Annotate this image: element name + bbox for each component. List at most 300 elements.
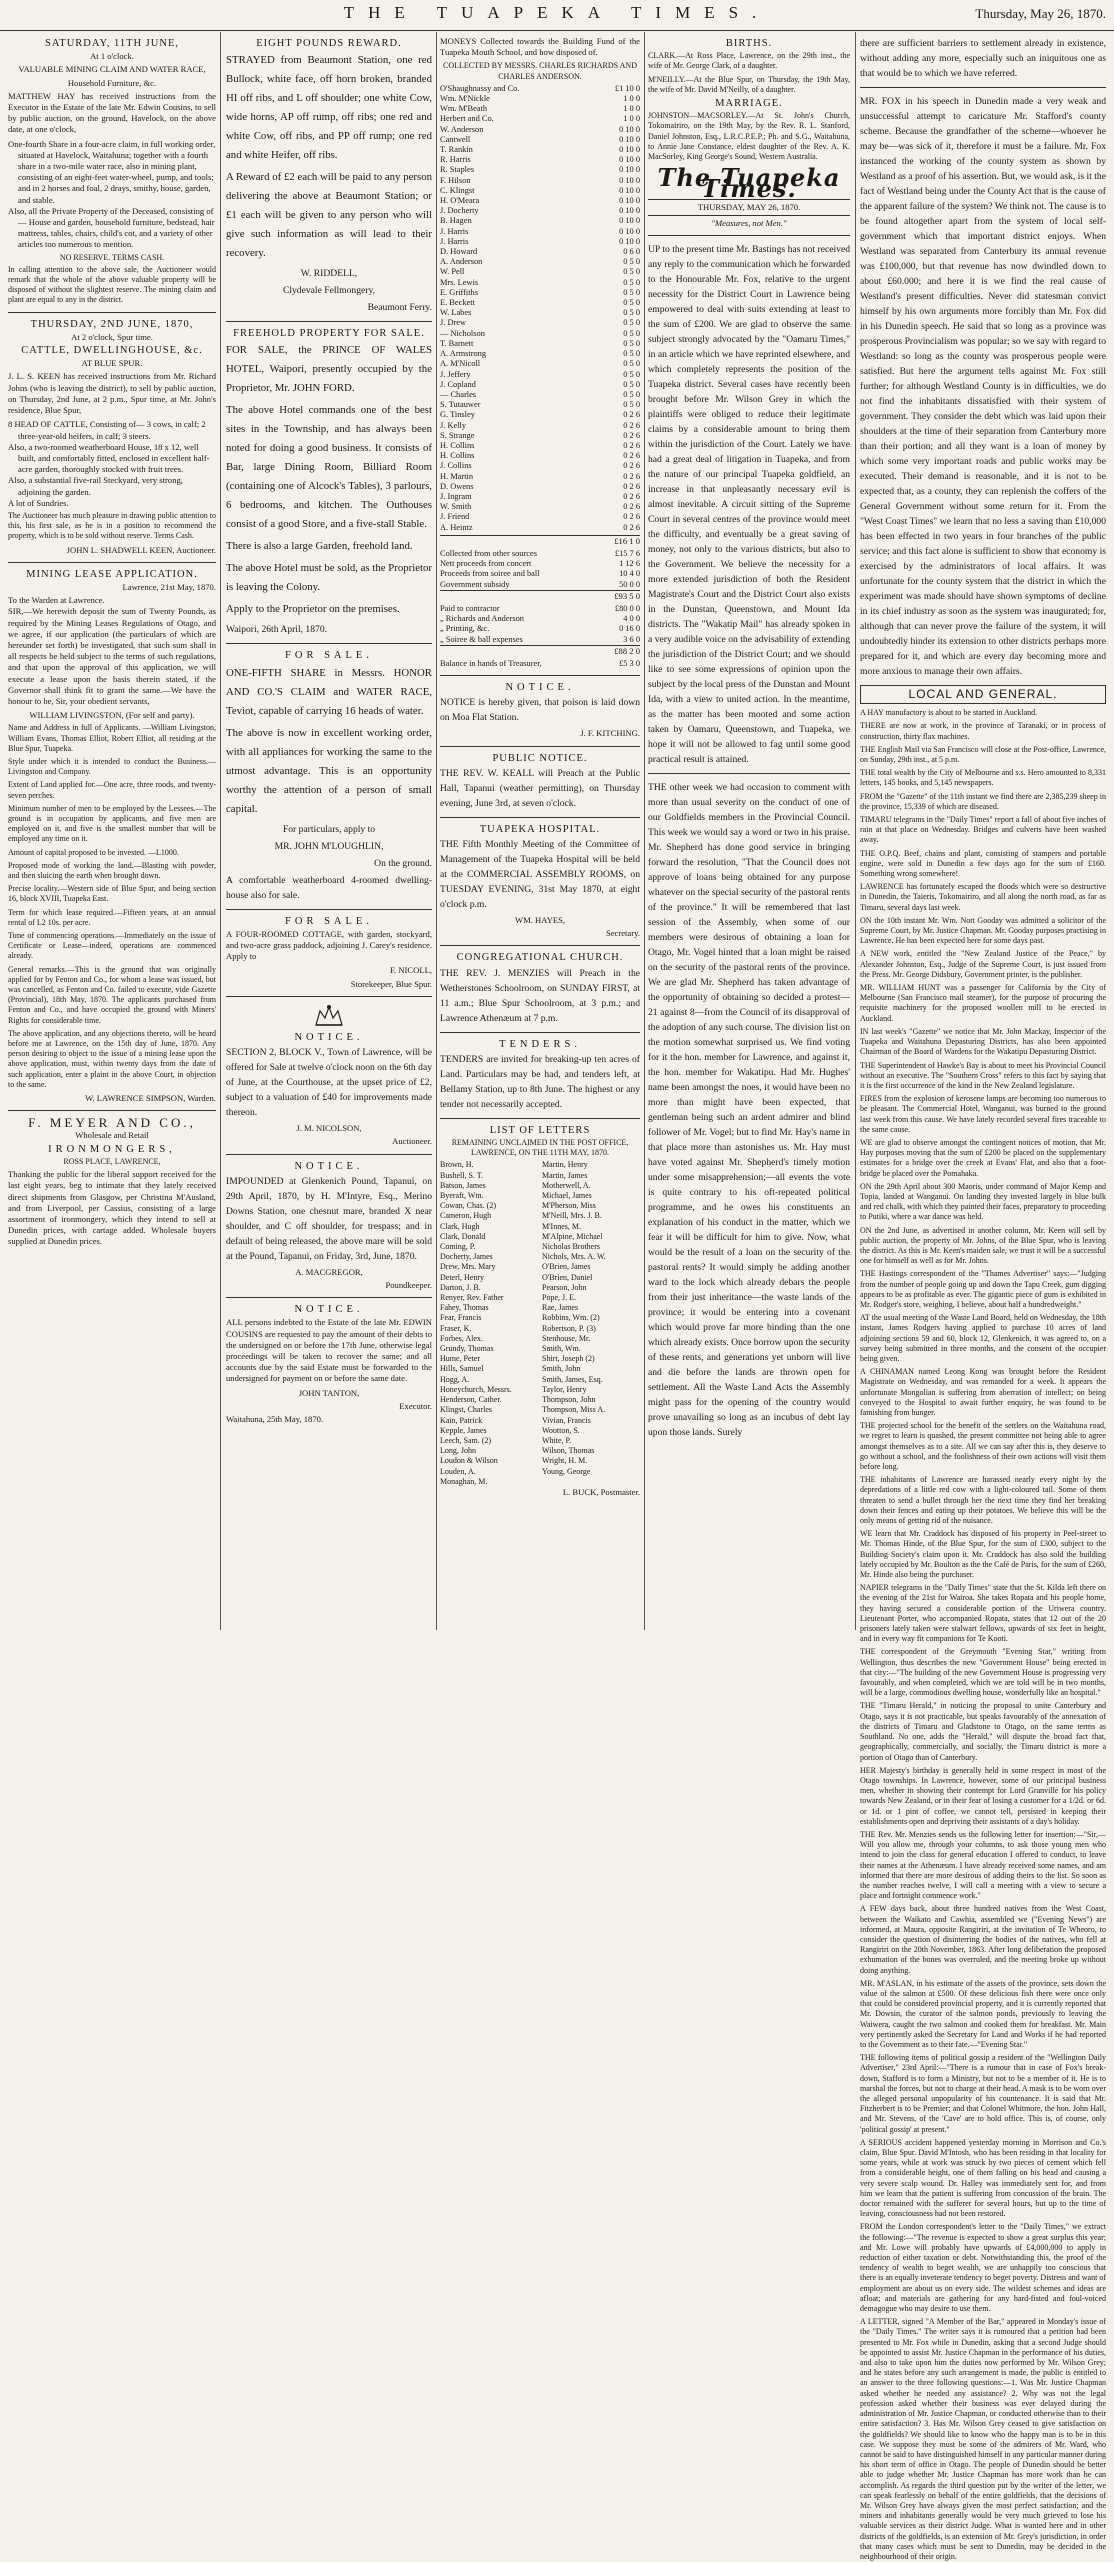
letter-name: M'Alpine, Michael [542, 1231, 603, 1241]
subscriber-row [440, 257, 640, 267]
reward-signature: W. RIDDELL, [300, 268, 358, 280]
row-label: Wm. M'Nickle [440, 94, 490, 104]
row-amount: 0 2 6 [623, 430, 640, 440]
editorial-3: MR. FOX in his speech in Dunedin made a very weak and unsuccessful attempt to caricature Mr. Stafford's county scheme. Because the grandfather of the scheme—whoever he may be—was sick of it, therefore it must be a failure. Mr. Fox instanced the working of the county system as shown by Westland as a proof of his assertion. But, we would ask, is it the fact of Westland being under the County Act that is the cause of the apparent failure of the system? We think not. The cause is to be found altogether apart from the system of local self-government which that important district enjoys. When Westland was separated from Canterbury its annual revenue was £100,000, but that revenue has now dwindled down to about £60.000; and here it is we find the real cause of Westland's present difficulties. Never did statesman convict himself by his own arguments more forcibly than Mr. Fox did in his Dunedin speech. He said that so long as a province was prosperous Provincialism was popular; so we say with regard to Westland: so long as the county was prosperous people were satisfied. But here the argument tells against Mr. Fox still further; for although Westland County is in difficulties, we do not find the inhabitants dissatisfied with their system of government. They consider the debt which was laid upon their shoulders at the time of their separation from Canterbury more than their portion; and all they want is a loan of money by which some very important roads and public works may be executed. Their demand is reasonable, and it is not to be expected that, as a county, they can replenish the coffers of the General Government without some return for it. From the "West Coast Times" we learn that no less a saving than £10,000 has been effected in two years in four branches of the public service; and this fact alone is sufficient to show that economy is exercised by the administrators of local affairs. It was unfortunate for the county system that the district in which the experiment was made should have shown symptoms of decline in its chief industry as soon as the system was inaugurated; for, although that can never prove the failure of the system, it will undoubtedly hinder its extension to other districts perhaps more prepared for it, and which are every day becoming more and more anxious to manage their own affairs. [860, 96, 1106, 677]
subscriber-row [440, 247, 640, 257]
row-amount: 0 10 0 [619, 216, 640, 226]
row-amount: 0 10 0 [619, 236, 640, 246]
letter-name: Deterl, Henry [440, 1272, 484, 1282]
row-label: J. Kelly [440, 420, 467, 430]
subscriber-row [440, 451, 640, 461]
row-amount: 0 16 0 [619, 624, 640, 634]
notice3-date: Waitahuna, 25th May, 1870. [226, 1414, 324, 1425]
lease-title: MINING LEASE APPLICATION. [26, 568, 198, 580]
notice1-title: NOTICE. [294, 1032, 364, 1044]
news-item: FROM the "Gazette" of the 11th instant we find there are 2,385,239 sheep in the province, 15,339 of which are diseased. [860, 791, 1106, 811]
sale-a-detail: The above is now in excellent working order, with all appliances for working the same to the utmost advantage. This is an opportunity worthy the attention of a person of small capital. [226, 726, 432, 815]
news-item: WE learn that Mr. Craddock has disposed of his property in Peel-street to Mr. Thomas Hinde, of the Blue Spur, for the sum of £300, subject to the Building Society's claim upon it. Mr. Craddock has also sold the building lately occupied by Mr. Boulton as the the Café de Paris, for the sum of £260, Mr. Hinde also being the purchaser. [860, 1529, 1106, 1580]
expense-row [440, 624, 640, 634]
sale-a-signature-line2: On the ground. [374, 857, 432, 869]
meyer-address: ROSS PLACE, LAWRENCE, [63, 1156, 161, 1166]
sale-a-title: FOR SALE. [285, 650, 373, 662]
reward-body: STRAYED from Beaumont Station, one red Bullock, white face, off horn broken, branded HI off ribs, and L off shoulder; one white Cow, wide horns, AP off rump, off ribs; one red and white Cow, off ribs, and PP off rump; one red and white Heifer, off ribs. [226, 54, 432, 162]
column-rule [220, 32, 221, 1630]
letter-name: Forbes, Alex. [440, 1333, 483, 1343]
subscriber-row [440, 94, 640, 104]
row-label: A. M'Nicoll [440, 359, 481, 369]
news-item: THE projected school for the benefit of the settlers on the Waitahuna road, we regret to learn is quashed, the present committee not being able to agree amongst themselves as to a site. All we can say after this is, they deserve to go without a school, and the foolishness of their own actions will visit them before long. [860, 1421, 1106, 1472]
row-label: B. Hagen [440, 216, 472, 226]
row-label: Government subsidy [440, 579, 510, 589]
row-label: H. Collins [440, 440, 475, 450]
news-item: ON the 29th April about 300 Maoris, under command of Major Kemp and Topia, landed at Wanganui. On landing they invested largely in blue bulk and red chalk, with which they painted their faces, preparatory to proceeding to Putiki, where a war dance was held. [860, 1181, 1106, 1222]
letter-name: Smith, Wm. [542, 1344, 581, 1354]
row-amount: 0 2 6 [623, 410, 640, 420]
news-item: THE O.P.Q. Beef, chains and plant, consisting of stampers and portable engine, were sold in Dunedin a few days ago for the sum of £160. Something wrong somewhere! [860, 848, 1106, 879]
list-item: Proposed mode of working the land.—Blasting with powder, and then sluicing the earth when brought down. [8, 860, 216, 881]
notice1-signature: J. M. NICOLSON, [296, 1123, 362, 1134]
letter-name: Byeraft, Wm. [440, 1191, 484, 1201]
row-label: E. Griffiths [440, 287, 478, 297]
row-amount: 0 2 6 [623, 451, 640, 461]
letter-name: Vivian, Francis [542, 1415, 591, 1425]
income-row [440, 549, 640, 559]
sale-b-signature: F. NICOLL, [389, 965, 432, 976]
row-amount: 0 5 0 [623, 257, 640, 267]
row-label: Nett proceeds from concert [440, 559, 532, 569]
notice3-signature-line2: Executor. [399, 1400, 432, 1411]
news-item: THE inhabitants of Lawrence are harassed nearly every night by the depredations of a little red cow with a light-coloured tail. Some of them threaten to send a bullet through her the next time they find her breaking down their fences and eating up their potatoes. We believe this will be the only means of getting rid of the nuisance. [860, 1475, 1106, 1526]
news-item: MR. M'ASLAN, in his estimate of the assets of the province, sets down the value of the salmon at £500. Of these delicious fish there were once only that could be considered provincial property, and it is currently reported that Mr. Dowsin, the curator of the salmon ponds, previously to leaving the Waiwera, caught the two salmon and cooked them for breakfast. Mr. Main very pertinently asked the Secretary for Land and Works if he had reported to the Government as to their fate.—"Evening Star." [860, 1978, 1106, 2049]
editorial-2: THE other week we had occasion to comment with more than usual severity on the conduct of one of our Goldfields members in the Provincial Council. This week we would say a word or two in his praise. Mr. Shepherd has done good service in bringing forward the resolution, "That the Council does not approve of loans being obtained for any purpose whatever on the special security of the pastoral rents of the province." It will be remembered that last session of the Assembly, when some of our members were desirous of obtaining a loan for Otago, Mr. Vogel hinted that a loan might be raised on the security of the pastoral rents of the province. We are glad Mr. Shepherd has taken advantage of the opportunity of obtaining so decided a protest—21 against 8—from the Council of its disapproval of the adoption of any such course. The division list on the motion somewhat surprised us. We find voting for it the hon. member for Lawrence, and against it, the hon. member for Wakatipu. Had Mr. Hughes' name been amongst the noes, it would have been no more than might have been expected, that gentleman being such an ardent admirer and blind follower of Mr. Vogel; but to find Mr. Hay's name in that place more than astonishes us. Mr. Hay must have voted against Mr. Shepherd's timely motion under some misapprehension;—all events the vote is quite contrary to his oft-repeated political programme, and he owes his constituents an explanation of his conduct in the matter, which we fear it will be difficult for him to give. Now, what would be the result of a loan on the security of the pastoral rents? It would simply be adding another ward to the lock which already debars the people from their just inheritance—the waste lands of the province; it would be entering into a covenant which would prove far more binding than the one which already exists. Once borrow upon the security of these rents, and generations yet unborn will live and die before the lands are thrown open for settlement. All the Waste Land Acts the Assembly might pass for the opening of the country would prove unavailing so long as an incubus of debt lay upon those lands. Surely [648, 782, 850, 1439]
letter-name: Long, John [440, 1446, 476, 1456]
row-label: J. Friend [440, 512, 470, 522]
letter-name: Smith, James, Esq. [542, 1374, 603, 1384]
royal-crest-icon [226, 1003, 432, 1030]
list-item: 8 HEAD OF CATTLE, Consisting of— 3 cows, in calf; 2 three-year-old heifers, in calf; 3 steers. [8, 419, 206, 441]
letter-name: Bushell, S. T. [440, 1170, 484, 1180]
subscriber-row [440, 145, 640, 155]
letters-subtitle: REMAINING UNCLAIMED IN THE POST OFFICE, LAWRENCE, ON THE 11TH MAY, 1870. [451, 1138, 629, 1158]
news-item: A NEW work, entitled the "New Zealand Justice of the Peace," by Alexander Johnston, Esq., Judge of the Supreme Court, is just issued from the Press. Mr. George Didsbury, Government printer, is the publisher. [860, 949, 1106, 979]
meyer-body: Thanking the public for the liberal support received for the last eight years, beg to intimate that they lately received direct shipments from Glasgow, per Christina M'Ausland, and from Liverpool, per Cassius, consisting of a large assortment of ironmongery, which they intend to sell at Dunedin prices, with cartage added. Wholesale buyers supplied at Dunedin prices. [8, 1169, 216, 1247]
row-amount: 0 10 0 [619, 226, 640, 236]
income-row [440, 569, 640, 579]
letter-name: Young, George [542, 1466, 591, 1476]
column-rule [436, 32, 437, 1630]
letter-name: Pope, J. E. [542, 1293, 576, 1303]
news-item: AT the usual meeting of the Waste Land Board, held on Wednesday, the 18th instant, James Rodgers having applied to purchase 10 acres of land adjoining sections 59 and 60, block 12, Glenkenich, it was agreed to, on a survey being submitted in three months, and the consent of the occupier being given. [860, 1313, 1106, 1363]
row-amount: 0 5 0 [623, 287, 640, 297]
subscriber-row [440, 523, 640, 533]
letter-name: Robbins, Wm. (2) [542, 1313, 600, 1323]
sale2-items [8, 419, 216, 509]
sale2-body: J. L. S. KEEN has received instructions from Mr. Richard Johns (who is leaving the district), to sell by public auction, on Thursday, 2nd June, at 2 p.m., Spur time, at Mr. John's residence, Blue Spur, [8, 371, 216, 416]
letter-name: Wilson, Thomas [542, 1446, 595, 1456]
hospital-signature: WM. HAYES, [514, 915, 566, 925]
letter-name: Coming, P. [440, 1242, 476, 1252]
list-item: General remarks.—This is the ground that was originally applied for by Fenton and Co., for whom a lease was issued, but was cancelled, as Fenton and Co. failed to execute, vide Gazette (Provincial), 18th May, 1870. The applicants purchased from Fenton and Co., and have occupied the ground with Miners' Rights for considerable time. [8, 964, 216, 1025]
letter-name: Docherty, James [440, 1252, 493, 1262]
letter-name: Wootton, S. [542, 1425, 580, 1435]
subscriber-row [440, 472, 640, 482]
letter-name: Hogg, A. [440, 1374, 470, 1384]
list-item: Also, a substantial five-rail Steckyard, very strong, adjoining the garden. [8, 475, 183, 497]
letter-name: Fahey, Thomas [440, 1303, 489, 1313]
subscriber-row [440, 512, 640, 522]
notice3-body: ALL persons indebted to the Estate of the late Mr. EDWIN COUSINS are requested to pay the amount of their debts to the undersigned on or before the 17th June, otherwise legal proceedings will be taken to recover the same; and all accounts due by the said Estate must be forwarded to the undersigned for payment on or before the same date. [226, 1317, 432, 1384]
news-item: ON the 2nd June, as advertised in another column, Mr. Keen will sell by public auction, the property of Mr. Johns, of the Blue Spur, who is leaving the district. As this is Mr. Keen's maiden sale, we trust it will be a successful one for himself as well as for Mr. Johns. [860, 1225, 1106, 1266]
issue-date: Thursday, May 26, 1870. [975, 6, 1106, 21]
row-amount: 0 2 6 [623, 471, 640, 481]
tenders-title: TENDERS. [499, 1038, 581, 1050]
row-amount: 0 6 0 [623, 247, 640, 257]
letter-name: Henderson, Cather. [440, 1395, 502, 1405]
letter-name: Rae, James [542, 1303, 578, 1313]
notice1-body: SECTION 2, BLOCK V., Town of Lawrence, will be offered for Sale at twelve o'clock noon on the 6th day of June, at the Courthouse, at the upset price of £2, subject to a valuation of £40 for improvements made thereon. [226, 1047, 432, 1119]
news-item: THE following items of political gossip a resident of the "Wellington Daily Advertiser," 23rd April:—"There is a rumour that in case of Fox's break-down, Stafford is to form a Ministry, but not to be a member of it. He is to marshal the forces, but not to charge at their head. A mask is to be worn over the alleged personal unpopularity of his countenance. It is said that Mr. Fitzherbert is to be Premier; and that Colonel Whitmore, the hon. John Hall, and Mr. Stevens, of the 'Cave' are to hold office. This is, of course, only 'political gossip' at present." [860, 2053, 1106, 2134]
hotel-body: FOR SALE, the PRINCE OF WALES HOTEL, Waipori, presently occupied by the Proprietor, Mr. JOHN FORD. [226, 344, 432, 395]
row-label: C. Klingst [440, 185, 475, 195]
row-label: J. Docherty [440, 206, 479, 216]
row-label: D. Owens [440, 481, 474, 491]
row-label: W. Smith [440, 502, 472, 512]
row-label: — Nicholson [440, 328, 485, 338]
news-item: IN last week's "Gazette" we notice that Mr. John Mackay, Inspector of the Tuapeka and Waitahuna Depasturing Districts, has also been appointed Chairman of the Board of Wardens for the Wakatipu Depasturing District. [860, 1026, 1106, 1057]
row-label: H. Martin [440, 471, 474, 481]
sale1-title: VALUABLE MINING CLAIM AND WATER RACE, [18, 64, 206, 75]
letter-name: Fraser, K. [440, 1323, 472, 1333]
letter-name: Leech, Sam. (2) [440, 1435, 492, 1445]
row-amount: 1 0 0 [623, 114, 640, 124]
subscriber-row [440, 196, 640, 206]
news-item: A HAY manufactory is about to be started in Auckland. [860, 708, 1038, 718]
letters-title: LIST OF LETTERS [489, 1124, 591, 1136]
subscriber-row [440, 216, 640, 226]
subscription-total-2: £93 5 0 [440, 590, 640, 602]
row-amount: 0 5 0 [623, 328, 640, 338]
row-amount: 3 6 0 [623, 634, 640, 644]
row-label: Paid to contractor [440, 603, 500, 613]
news-item: THE English Mail via San Francisco will close at the Post-office, Lawrence, on Sunday, 29th inst., at 5 p.m. [860, 744, 1106, 765]
local-general-list-2 [860, 1269, 1106, 2562]
notice2-title: NOTICE. [294, 1160, 364, 1172]
letter-name: Cameron, Hugh [440, 1211, 492, 1221]
letter-name: Wright, H. M. [542, 1456, 588, 1466]
row-amount: 0 5 0 [623, 400, 640, 410]
lease-date: Lawrence, 21st May, 1870. [122, 581, 216, 592]
hospital-title: TUAPEKA HOSPITAL. [479, 823, 601, 835]
row-label: H. Collins [440, 451, 475, 461]
news-item: LAWRENCE has fortunately escaped the floods which were so destructive in Dunedin, the Taieris, Tokomairiro, and all along the north road, as far as Timaru, several days last week. [860, 882, 1106, 912]
row-label: S. Strange [440, 430, 475, 440]
row-amount: 0 2 6 [623, 481, 640, 491]
news-item: FROM the London correspondent's letter to the "Daily Times," we extract the following:—"The revenue is expected to show a great surplus this year; and Mr. Lowe will probably have upwards of £4,000,000 to apply in reduction of either taxation or debt. Notwithstanding this, the proof of the tendency of wealth to beget wealth, we are unhappily too conscious that there is an equally inveterate tendency to beget poverty. Distress and want of employment are about us on every side. The wildest schemes and ideas are afloat; and materials are gathering for any hard-fisted and foul-voiced demagogue who may desire to use them. [860, 2222, 1106, 2314]
sale-b-body: A FOUR-ROOMED COTTAGE, with garden, stockyard, and two-acre grass paddock, adjoining J. Carey's residence. Apply to [226, 928, 432, 962]
letter-name: O'Brien, James [542, 1262, 591, 1272]
row-amount: 0 10 0 [619, 165, 640, 175]
expense-row [440, 614, 640, 624]
subscriber-row [440, 298, 640, 308]
row-label: „ Printing, &c. [440, 624, 490, 634]
hospital-signature-line2: Secretary. [605, 928, 640, 939]
row-label: J. Drew [440, 318, 467, 328]
subscription-paid-table [440, 604, 640, 645]
letter-name: Brown, H. [440, 1160, 474, 1170]
row-label: Proceeds from soiree and ball [440, 569, 540, 579]
row-amount: 0 10 0 [619, 145, 640, 155]
subscriber-row [440, 227, 640, 237]
column-rule [855, 32, 856, 1630]
row-amount: 0 5 0 [623, 369, 640, 379]
lease-details [8, 723, 216, 1090]
news-item: THE correspondent of the Greymouth "Evening Star," writing from Wellington, thus describes the new "Government House" being erected in that city:—"The building of the new Government House is progressing very favourably, and when completed, which we are told will be in two months, will be a large, commodious dwelling house, wonderfully like an hospital." [860, 1647, 1106, 1698]
lease-addressee: To the Warden at Lawrence. [8, 595, 105, 606]
letter-name: Robertson, P. (3) [542, 1323, 596, 1333]
letter-name: Cowan, Chas. (2) [440, 1201, 496, 1211]
subscriber-row [440, 492, 640, 502]
local-general-list [860, 708, 1106, 1266]
column-1 [8, 36, 216, 1630]
letter-name: Taylor, Henry [542, 1384, 587, 1394]
row-label: — Charles [440, 389, 477, 399]
letter-name: Klingst, Charles [440, 1405, 492, 1415]
subscriber-row [440, 431, 640, 441]
letter-name: Thompson, John [542, 1395, 596, 1405]
row-label: A. Armstrong [440, 349, 487, 359]
row-label: E. Beckett [440, 298, 475, 308]
sale1-time: At 1 o'clock. [90, 51, 134, 62]
lease-body: SIR,—We herewith deposit the sum of Twenty Pounds, as required by the Mining Leases Regulations of Otago, and we agree, if our application (the particulars of which are hereunder set forth) be investigated, that such sum shall in all respects be held subject to the terms of such regulations, and that upon the approval of this application, we will execute a lease upon the basis therein stated, if the Governor shall think fit to grant the same.—We have the honour to be, Sir, your obedient servants, [8, 606, 216, 706]
letters-column-b [542, 1160, 640, 1487]
letter-name: Drew, Mrs. Mary [440, 1262, 496, 1272]
row-amount: 0 10 0 [619, 206, 640, 216]
row-amount: 4 0 0 [623, 614, 640, 624]
notice-title: NOTICE. [505, 682, 575, 694]
subscription-table [440, 84, 640, 533]
expense-row [440, 604, 640, 614]
letters-column-a [440, 1160, 538, 1487]
subscriber-row [440, 135, 640, 145]
list-item: Minimum number of men to be employed by the Lessees.—The ground is in occupation by applicants, and five men are employed on it, and five is the smallest number that will be employed any time on it. [8, 803, 216, 844]
list-item: Precise locality.—Western side of Blue Spur, and being section 16, block XVIII, Tuapeka East. [8, 884, 216, 904]
row-amount: 10 4 0 [619, 569, 640, 579]
row-amount: 0 5 0 [623, 359, 640, 369]
letter-name: Motherwell, A. [542, 1180, 591, 1190]
letter-name: Shirt, Joseph (2) [542, 1354, 595, 1364]
subscriber-row [440, 125, 640, 135]
sale1-note: In calling attention to the above sale, the Auctioneer would remark that the whole of the above valuable property will be disposed of without the slightest reserve. The mining claim and plant are equal to any in the district. [8, 264, 216, 305]
sale2-note: The Auctioneer has much pleasure in drawing public attention to this, his first sale, as he is in a position to recommend the property, which is to be sold without reserve. Terms Cash. [8, 510, 216, 541]
row-label: „ Richards and Anderson [440, 614, 524, 624]
list-item: Term for which lease required.—Fifteen years, at an annual rental of L2 10s. per acre. [8, 907, 216, 927]
subscriber-row [440, 502, 640, 512]
notice3-signature: JOHN TANTON, [298, 1387, 360, 1398]
subscriber-row [440, 400, 640, 410]
row-label: R. Harris [440, 155, 471, 165]
letter-name: O'Brien, Daniel [542, 1272, 593, 1282]
letter-name: Martin, Henry [542, 1160, 588, 1170]
notice2-signature: A. MACGREGOR, [295, 1266, 363, 1277]
expense-row [440, 635, 640, 645]
sale-a-body: ONE-FIFTH SHARE in Messrs. HONOR AND CO.'S CLAIM and WATER RACE, Teviot, capable of carrying 16 heads of water. [226, 666, 432, 717]
hotel-description: The above Hotel commands one of the best sites in the Township, and has always been noted for doing a good business. It consists of Bar, large Dining Room, Billiard Room (containing one of Alcock's Tables), 3 parlours, 6 bedrooms, and kitchen. The Outhouses consist of a good Store, and a five-stall Stable. [226, 404, 432, 531]
news-item: TIMARU telegrams in the "Daily Times" report a fall of about five inches of rain at that place on Wednesday. Bridges and culverts have been washed away. [860, 815, 1106, 845]
notice-body: NOTICE is hereby given, that poison is laid down on Moa Flat Station. [440, 697, 640, 724]
row-label: Wm. M'Beath [440, 104, 488, 114]
subscriber-row [440, 421, 640, 431]
sale2-time: At 2 o'clock, Spur time. [71, 331, 153, 342]
letter-name: Kain, Patrick [440, 1415, 483, 1425]
news-item: A LETTER, signed "A Member of the Bar," appeared in Monday's issue of the "Daily Times." The writer says it is rumoured that a petition had been presented to Mr. Fox while in Dunedin, asking that a second Judge should be appointed to assist Mr. Justice Chapman in the performance of his duties, and also to take upon him the duties now performed by Mr. Wilson Grey; and he states before any such arrangement is made, the public is entitled to an answer to the three following questions:—1. Was Mr. Justice Chapman asked whether he needed any assistance? 2. Why was not the legal profession asked whether their business was ever delayed during the administration of Mr. Justice Chapman, or conducted otherwise than to their entire satisfaction? 3. Has Mr. Wilson Grey ceased to give satisfaction on the goldfields? We should like to know who the happy man is to be in this case. We suppose they must be some of the admirers of Mr. Ward, who cannot be said to have distinguished himself in any particular manner during his short term of office in Otago. The people of Dunedin should be better able to judge whether Mr. Justice Chapman has more work than he can accomplish. As regards the third question put by the writer of the letter, we can speak fearlessly on behalf of the entire goldfields, that the decisions of Mr. Wilson Grey have always given the most perfect satisfaction; and the miners and inhabitants generally would be very much grieved to lose his valuable services as their district Judge. What is wanted here and in other districts of the goldfields, is an extension of Mr. Grey's jurisdiction, in order that many cases which must be sent to Dunedin, may be decided in the neighbourhood of their origin. [860, 2317, 1106, 2561]
subscriber-row [440, 318, 640, 328]
church-body: THE REV. J. MENZIES will Preach in the Wetherstones Schoolroom, on SUNDAY FIRST, at 11 a.m.; Blue Spur Schoolroom, at 3 p.m.; and Lawrence Athenæum at 7 p.m. [440, 967, 640, 1024]
letter-name: Hume, Peter [440, 1354, 480, 1364]
row-amount: 0 5 0 [623, 277, 640, 287]
lease-warden: W. LAWRENCE SIMPSON, Warden. [85, 1093, 216, 1104]
subscription-total: £16 1 0 [440, 535, 640, 547]
row-label: T. Barnett [440, 338, 474, 348]
news-item: FIRES from the explosion of kerosene lamps are becoming too numerous to be pleasant. The Commercial Hotel, Wanganui, was burned to the ground last week from this cause. We have lately recorded several fires traceable to the same cause. [860, 1094, 1106, 1134]
letters-signature: L. BUCK, Postmaster. [562, 1486, 640, 1497]
subscriber-row [440, 308, 640, 318]
list-item: Amount of capital proposed to be invested. —L1000. [8, 847, 179, 857]
news-item: A SERIOUS accident happened yesterday morning in Morrison and Co.'s claim, Blue Spur. David M'Intosh, who has been residing in that locality for some years, while at work was struck by two pieces of cement which fell from a considerable height, one of them falling on his head and causing a very severe scalp wound. Dr. Halley was immediately sent for, and from him we learn that the patient is suffering from concussion of the brain. The doctor remained with the sufferer for several hours, but up to the time of leaving, consciousness had not been restored. [860, 2137, 1106, 2219]
letter-name: Fear, Francis [440, 1313, 482, 1323]
letter-name: Clark, Donald [440, 1231, 486, 1241]
row-amount: 0 5 0 [623, 318, 640, 328]
subscriber-row [440, 84, 640, 94]
news-item: WE are glad to observe amongst the contingent notices of motion, that Mr. Hay purposes moving that the sum of £200 be placed on the supplementary estimates for a bridge over the creek at Evans' Flat, and also that a foot-bridge be placed over the Pomahaka. [860, 1137, 1106, 1178]
reward-offer: A Reward of £2 each will be paid to any person delivering the above at Beaumont Station; or £1 each will be given to any person who will give such information as will lead to their recovery. [226, 171, 432, 260]
sale-b-title: FOR SALE. [285, 915, 373, 927]
letter-name: Honeychurch, Messrs. [440, 1384, 512, 1394]
row-amount: 0 5 0 [623, 389, 640, 399]
hotel-garden: There is also a large Garden, freehold land. [226, 540, 413, 553]
births-title: BIRTHS. [725, 38, 773, 49]
letter-name: Martin, James [542, 1170, 588, 1180]
letter-name: Louden, A. [440, 1466, 476, 1476]
local-general-title: LOCAL AND GENERAL. [860, 685, 1106, 704]
row-label: W. Anderson [440, 124, 484, 134]
news-item: NAPIER telegrams in the "Daily Times" state that the St. Kilda left there on the evening of the 21st for Wairoa. She takes Ropata and his people home, they having secured a considerable portion of the Uriwera country. Lieutenant Porter, who accompanied Ropata, states that 12 out of the 20 prisoners lately taken were stalwart fellows, upwards of six feet in height, and in every way fit companions for Te Kooti. [860, 1583, 1106, 1644]
subscriber-row [440, 359, 640, 369]
subscriber-row [440, 278, 640, 288]
row-label: Mrs. Lewis [440, 277, 479, 287]
nameplate: The Tuapeka Times. [657, 163, 841, 204]
letter-name: Thompson, Miss A. [542, 1405, 606, 1415]
subscription-total-3: £88 2 0 [440, 645, 640, 657]
letters-list [440, 1160, 640, 1487]
sale-a-apply: For particulars, apply to [282, 823, 376, 835]
births-entry: CLARK.—At Ross Place, Lawrence, on the 29th inst., the wife of Mr. George Clark, of a daughter. [648, 51, 850, 71]
news-item: THE Hastings correspondent of the "Thames Advertiser" says:—"Judging from the number of people going up and down the Tapu Creek, gum digging appears to be as profitable as ever. The gigantic piece of gum is exhibited in Mr. Rodger's store, weighing, I believe, about half a hundredweight." [860, 1269, 1106, 1309]
income-row [440, 559, 640, 569]
sale2-date: THURSDAY, 2ND JUNE, 1870, [30, 318, 194, 330]
subscriber-row [440, 441, 640, 451]
list-item: Extent of Land applied for.—One acre, three roods, and twenty-seven perches. [8, 780, 216, 800]
subscriber-row [440, 176, 640, 186]
reward-signature-line3: Beaumont Ferry. [367, 302, 432, 314]
row-label: J. Harris [440, 226, 469, 236]
row-amount: 0 10 0 [619, 124, 640, 134]
subscriber-row [440, 104, 640, 114]
sale2-title: CATTLE, DWELLINGHOUSE, &c. [21, 345, 203, 357]
list-item: Name and Address in full of Applicants. —William Livingston, William Evans, Thomas Elliot, Robert Elliot, all residing at the Blue Spur, Tuapeka. [8, 723, 216, 753]
subscriber-row [440, 114, 640, 124]
row-label: A. Heintz [440, 522, 473, 532]
row-amount: 0 5 0 [623, 298, 640, 308]
sale2-signature: JOHN L. SHADWELL KEEN, Auctioneer. [66, 544, 216, 555]
letter-name: M'Innes, M. [542, 1221, 581, 1231]
row-label: W. Labes [440, 308, 472, 318]
subscription-extra-table [440, 549, 640, 590]
news-item: A CHINAMAN named Leong Kong was brought before the Resident Magistrate on Wednesday, and was remanded for a week. It appears the unfortunate Mongolian is suffering from aberration of intellect; on being conveyed to the Hospital to await further enquiry, he was found to be famishing from hunger. [860, 1367, 1106, 1417]
sale1-reserve: NO RESERVE. TERMS CASH. [59, 252, 165, 262]
subscriber-row [440, 165, 640, 175]
row-label: W. Pell [440, 267, 465, 277]
news-item: THE Rev. Mr. Menzies sends us the following letter for insertion:—"Sir,—Will you allow me, through your columns, to ask those young men who intend to join the class for general education I offered to conduct, to leave their names at the Athenæum. I have already received some names, and am informed that there are more desirous of adding theirs to the list. So soon as the number reaches twelve, I will call a meeting with a view to secure a place and fortnight commence work." [860, 1829, 1106, 1901]
row-amount: 1 12 6 [619, 559, 640, 569]
public-notice-body: THE REV. W. KEALL will Preach at the Public Hall, Tapanui (weather permitting), on Thursday evening, June 3rd, at seven o'clock. [440, 767, 640, 809]
row-label: G. Tinsley [440, 410, 475, 420]
meyer-title: F. MEYER AND CO., [28, 1115, 196, 1131]
reward-signature-line2: Clydevale Fellmongery, [282, 285, 376, 297]
subscriber-row [440, 329, 640, 339]
row-label: Collected from other sources [440, 548, 537, 558]
masthead [0, 0, 1114, 31]
row-amount: £80 0 0 [614, 603, 640, 613]
paper-title: THE TUAPEKA TIMES. [343, 3, 771, 22]
news-item: THE Superintendent of Hawke's Bay is about to meet his Provincial Council without an executive. The "Southern Cross" refers to this fact by saying that it is the first occurrence of the kind in the New Zealand legislature. [860, 1060, 1106, 1090]
letter-name: Clark, Hugh [440, 1221, 480, 1231]
marriage-title: MARRIAGE. [715, 98, 783, 110]
letter-name: Pearson, John [542, 1282, 587, 1292]
row-label: S. Tutauwer [440, 400, 481, 410]
row-label: J. Collins [440, 461, 472, 471]
hotel-apply: Apply to the Proprietor on the premises. [226, 603, 400, 616]
row-label: O'Shaughnassy and Co. [440, 83, 520, 93]
hotel-date: Waipori, 26th April, 1870. [226, 624, 328, 636]
news-item: A FEW days back, about three hundred natives from the West Coast, between the Waikato and Cawhia, assembled we ("Evening News") are informed, at Maura, opposite Rangiriri, at the invitation of Te Wheoro, to consider the question of disinterring the bodies of the natives, who fell at Rangiriri on the 20th November, 1863. After long deliberation the proposed exhumation of the bones was overruled, and the meeting broke up without doing anything. [860, 1904, 1106, 1975]
subscriber-row [440, 339, 640, 349]
column-3 [440, 36, 640, 1630]
hotel-reason: The above Hotel must be sold, as the Proprietor is leaving the Colony. [226, 562, 432, 594]
row-label: Herbert and Co. [440, 114, 494, 124]
notice2-signature-line2: Poundkeeper. [385, 1280, 432, 1291]
subscriber-row [440, 390, 640, 400]
subscriber-row [440, 461, 640, 471]
column-4 [648, 36, 850, 1630]
editorial-date: THURSDAY, MAY 26, 1870. [648, 199, 850, 216]
news-item: THERE are now at work, in the province of Taranaki, or in process of construction, thirty flax machines. [860, 721, 1106, 741]
editorial-2-continued: there are sufficient barriers to settlement already in existence, without adding any more, especially such an iniquitous one as that would be to which we have referred. [860, 38, 1106, 79]
letter-name: Darton, J. B. [440, 1282, 481, 1292]
public-notice-title: PUBLIC NOTICE. [492, 752, 588, 764]
births-entry: M'NEILLY.—At the Blue Spur, on Thursday, the 19th May, the wife of Mr. David M'Neilly, of a daughter. [648, 74, 850, 94]
subscriber-row [440, 380, 640, 390]
news-item: ON the 10th instant Mr. Wm. Nott Gooday was admitted a solicitor of the Supreme Court, by Mr. Justice Chapman. Mr. Gooday purposes practising in Lawrence. He has been expected here for some days past. [860, 915, 1106, 946]
row-amount: 0 2 6 [623, 502, 640, 512]
letter-name: Renyer, Rev. Father [440, 1293, 504, 1303]
row-amount: £1 10 0 [614, 83, 640, 93]
subscriber-row [440, 267, 640, 277]
meyer-trade: IRONMONGERS, [48, 1143, 176, 1155]
letter-name: Stenhouse, Mr. [542, 1333, 591, 1343]
news-item: HER Majesty's birthday is generally held in some respect in most of the Otago townships. In Lawrence, however, some of our principal business men, whether in showing their contempt for Lord Granville for his policy towards New Zealand, or in their fear of losing a customer for a 1/2d. or 6d. or 1d. or 1 pint of coffee, we cannot tell, persisted in keeping their establishments open and depriving their assistants of a day's holiday. [860, 1765, 1106, 1826]
row-label: Cantwell [440, 134, 471, 144]
sale1-body: MATTHEW HAY has received instructions from the Executor in the Estate of the late Mr. Edwin Cousins, to sell by public auction, on the ground, Havelock, on the above date, at one o'clock, [8, 90, 216, 135]
